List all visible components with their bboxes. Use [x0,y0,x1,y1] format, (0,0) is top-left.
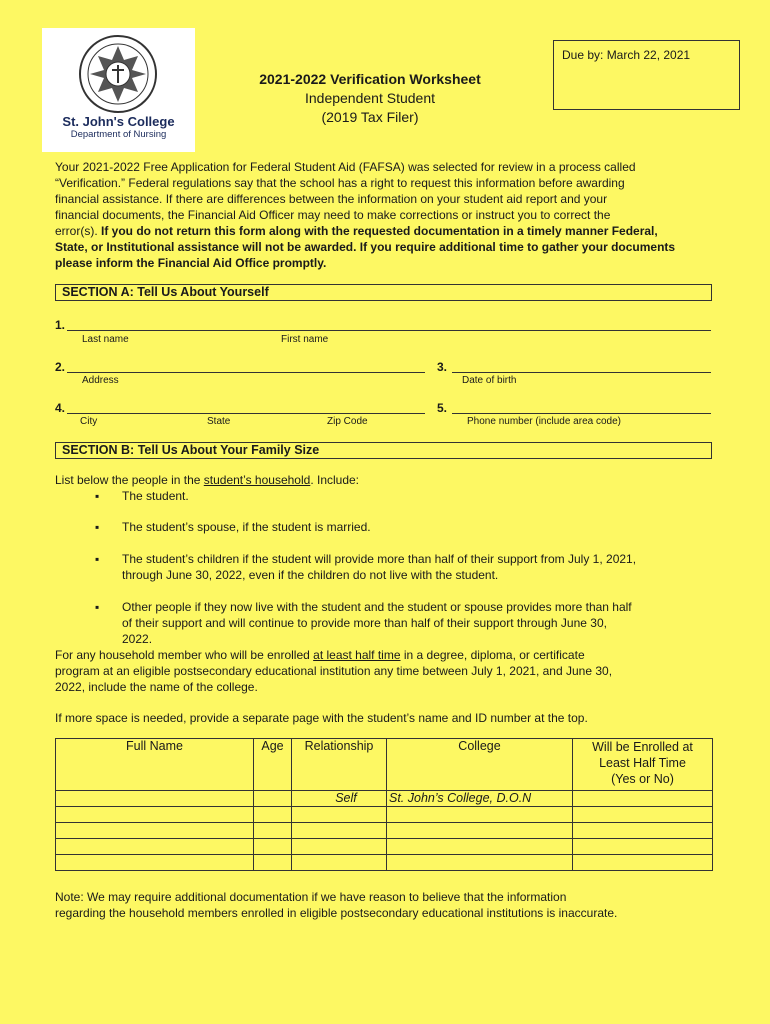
note-line: Note: We may require additional documentation if we have reason to believe that the information [55,890,567,904]
bullet-text: The student’s spouse, if the student is married. [122,520,371,534]
college-cell[interactable]: St. John’s College, D.O.N [387,791,573,807]
relationship-cell[interactable]: Self [292,791,387,807]
enrollment-paragraph [55,647,720,695]
table-row [56,807,713,823]
bullet-text [122,551,722,583]
household-table [55,738,713,871]
name-cell[interactable] [56,839,254,855]
college-seal-icon [72,34,164,114]
enrolled-cell[interactable] [573,807,713,823]
intro-line [55,255,720,271]
college-cell[interactable] [387,855,573,871]
intro-line: “Verification.” Federal regulations say that the school has a right to request this information before awarding [55,176,625,190]
bullet-icon: ▪ [95,489,100,503]
footer-note [55,889,735,921]
zip-label: Zip Code [327,416,368,427]
bullet-line: The student’s children if the student will provide more than half of their support from July 1, 2021, [122,552,637,566]
bullet-line: Other people if they now live with the student and the student or spouse provides more than half [122,600,632,614]
header-enrolled-line: (Yes or No) [611,772,674,786]
dob-field[interactable] [452,372,711,373]
header-enrolled-line: Will be Enrolled at [592,740,693,754]
bullet-icon: ▪ [95,552,100,566]
phone-label: Phone number (include area code) [467,416,621,427]
table-row [56,823,713,839]
half-time-link: at least half time [313,648,401,662]
relationship-cell[interactable] [292,855,387,871]
bullet-icon: ▪ [95,600,100,614]
header-college: College [387,739,573,791]
relationship-cell[interactable] [292,823,387,839]
header-relationship: Relationship [292,739,387,791]
enrolled-cell[interactable] [573,791,713,807]
household-intro-text: List below the people in the [55,473,204,487]
enrolled-cell[interactable] [573,855,713,871]
field-number: 2. [55,360,66,374]
household-intro [55,472,359,488]
page-title: 2021-2022 Verification Worksheet [259,71,481,87]
intro-bold-text: please inform the Financial Aid Office promptly. [55,256,327,270]
enrollment-text: For any household member who will be enrolled [55,648,314,662]
intro-line: financial assistance. If there are differences between the information on your student aid report and your [55,192,608,206]
name-cell[interactable] [56,807,254,823]
intro-line: Your 2021-2022 Free Application for Federal Student Aid (FAFSA) was selected for review in a process called [55,160,636,174]
age-cell[interactable] [254,807,292,823]
field-number: 1. [55,318,66,332]
intro-line [55,239,720,255]
due-date-box [553,40,740,110]
intro-bold-text: State, or Institutional assistance will not be awarded. If you require additional time to gather your documents [55,240,676,254]
field-number: 3. [437,360,448,374]
header-enrolled-line: Least Half Time [599,756,686,770]
header-full-name: Full Name [56,739,254,791]
section-b-header: SECTION B: Tell Us About Your Family Size [55,442,712,459]
intro-text: error(s). [55,224,101,238]
bullet-line: through June 30, 2022, even if the children do not live with the student. [122,568,499,582]
name-field[interactable] [67,330,711,331]
state-label: State [207,416,231,427]
college-cell[interactable] [387,839,573,855]
header-enrolled [573,739,713,791]
bullet-icon: ▪ [95,520,100,534]
college-cell[interactable] [387,807,573,823]
table-row [56,839,713,855]
intro-paragraph [55,159,720,271]
intro-line [55,223,720,239]
field-number: 5. [437,401,448,415]
enrollment-text: in a degree, diploma, or certificate [400,648,585,662]
first-name-label: First name [281,334,329,345]
bullet-text [122,599,722,647]
name-cell[interactable] [56,791,254,807]
bullet-line: 2022. [122,632,153,646]
dob-label: Date of birth [462,375,517,386]
bullet-text: The student. [122,489,189,503]
due-date-label: Due by: March 22, 2021 [562,48,691,62]
city-label: City [80,416,98,427]
intro-bold-text: If you do not return this form along with the requested documentation in a timely manner Federal, [101,224,658,238]
relationship-cell[interactable] [292,839,387,855]
logo-department: Department of Nursing [70,129,167,140]
intro-line: financial documents, the Financial Aid Officer may need to make corrections or instruct you to correct the [55,208,611,222]
bullet-line: of their support and will continue to provide more than half of their support through June 30, [122,616,607,630]
logo-college-name: St. John's College [62,114,175,129]
household-intro-text: . Include: [310,473,360,487]
name-cell[interactable] [56,855,254,871]
table-header-row [56,739,713,791]
relationship-cell[interactable] [292,807,387,823]
phone-field[interactable] [452,413,711,414]
enrollment-line: 2022, include the name of the college. [55,680,258,694]
city-state-zip-field[interactable] [67,413,425,414]
field-number: 4. [55,401,66,415]
enrollment-line: program at an eligible postsecondary educational institution any time between July 1, 2021, and June 30, [55,664,613,678]
tax-filer-label: (2019 Tax Filer) [321,109,419,125]
household-link: student’s household [203,473,311,487]
note-line: regarding the household members enrolled in eligible postsecondary educational institutions is inaccurate. [55,906,618,920]
age-cell[interactable] [254,855,292,871]
table-row [56,855,713,871]
last-name-label: Last name [82,334,129,345]
college-logo [42,28,195,152]
age-cell[interactable] [254,791,292,807]
age-cell[interactable] [254,823,292,839]
college-cell[interactable] [387,823,573,839]
table-row [56,791,713,807]
address-field[interactable] [67,372,425,373]
enrolled-cell[interactable] [573,823,713,839]
enrolled-cell[interactable] [573,839,713,855]
enrollment-line [55,647,720,663]
page-subtitle: Independent Student [304,90,435,106]
section-a-header: SECTION A: Tell Us About Yourself [55,284,712,301]
page-title-block [200,70,540,127]
header-age: Age [254,739,292,791]
address-label: Address [82,375,119,386]
age-cell[interactable] [254,839,292,855]
more-space-note: If more space is needed, provide a separate page with the student’s name and ID number at the top. [55,711,588,725]
name-cell[interactable] [56,823,254,839]
